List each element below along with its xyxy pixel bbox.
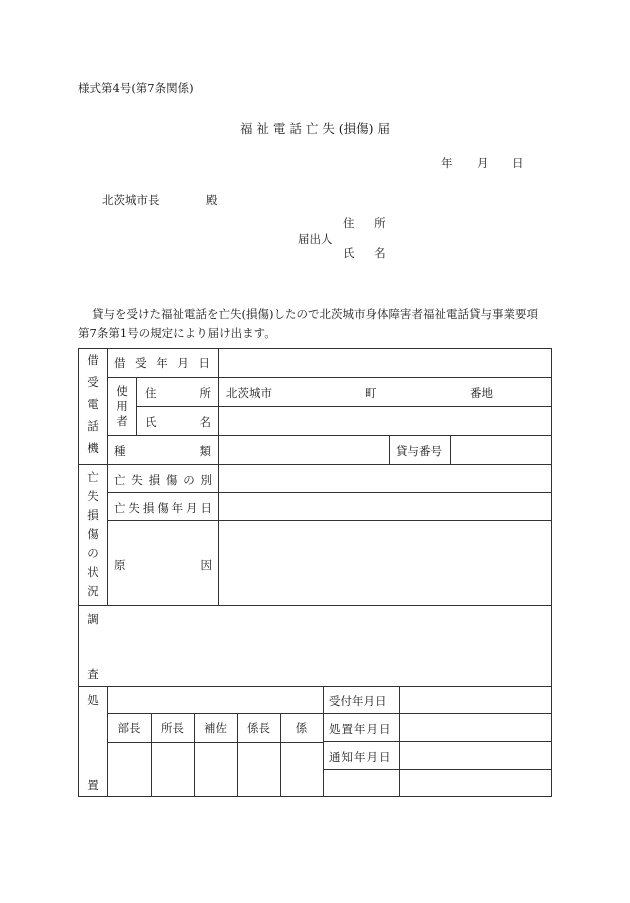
body-text-line1: 貸与を受けた福祉電話を亡失(損傷)したので北茨城市身体障害者福祉電話貸与事業要項 xyxy=(92,307,538,321)
cause-label: 原 因 xyxy=(114,558,212,572)
type-field[interactable] xyxy=(219,436,389,464)
loan-date-label: 借 受 年 月 日 xyxy=(114,356,210,370)
notice-date-label: 通知年月日 xyxy=(329,750,392,764)
notice-date-field[interactable] xyxy=(400,742,551,769)
city-text: 北茨城市 xyxy=(226,386,272,400)
investigation-field[interactable] xyxy=(108,606,551,686)
receipt-date-field[interactable] xyxy=(400,687,551,713)
address-label: 住 所 xyxy=(145,386,211,400)
stamp-col-hosa: 補佐 xyxy=(204,721,227,735)
stamp-col-shocho: 所長 xyxy=(161,721,184,735)
loan-number-label: 貸与番号 xyxy=(396,444,442,458)
name-label: 氏 名 xyxy=(145,415,211,429)
notifier-name-label: 氏 名 xyxy=(343,246,394,260)
loan-number-field[interactable] xyxy=(451,436,551,464)
stamp-col-bucho: 部長 xyxy=(117,721,141,735)
lot-text: 番地 xyxy=(470,386,493,400)
cause-field[interactable] xyxy=(219,521,551,605)
loan-date-field[interactable] xyxy=(219,349,551,377)
section-disposal-bottom: 置 xyxy=(87,778,99,792)
user-label: 使 用 者 xyxy=(116,384,128,428)
notifier-label: 届出人 xyxy=(298,232,333,246)
section-disposal-top: 処 xyxy=(87,693,99,707)
date-day: 日 xyxy=(512,156,524,170)
disposal-date-field[interactable] xyxy=(400,714,551,741)
addressee: 北茨城市長 xyxy=(102,193,160,207)
stamp-col-kakaricho: 係長 xyxy=(247,721,270,735)
section-investigation-top: 調 xyxy=(87,612,99,626)
form-number: 様式第4号(第7条関係) xyxy=(78,81,194,95)
loss-date-label: 亡 失 損 傷 年 月 日 xyxy=(114,501,212,515)
section-borrowed-phone: 借 受 電 話 機 xyxy=(87,353,99,455)
date-year: 年 xyxy=(441,156,453,170)
receipt-date-label: 受付年月日 xyxy=(329,694,387,708)
stamp-col-kakari: 係 xyxy=(295,721,308,735)
town-text: 町 xyxy=(365,386,377,400)
body-text-line2: 第7条第1号の規定により届け出ます。 xyxy=(78,326,276,340)
page-title: 福 祉 電 話 亡 失 (損傷) 届 xyxy=(239,121,391,136)
date-month: 月 xyxy=(477,156,489,170)
notifier-address-label: 住 所 xyxy=(343,216,394,230)
type-label: 種 類 xyxy=(114,444,211,458)
name-field[interactable] xyxy=(219,407,551,435)
section-loss-status: 亡 失 損 傷 の 状 況 xyxy=(87,470,99,598)
loss-date-field[interactable] xyxy=(219,493,551,520)
honorific: 殿 xyxy=(206,193,218,207)
loss-type-label: 亡 失 損 傷 の 別 xyxy=(114,473,212,487)
loss-type-field[interactable] xyxy=(219,465,551,492)
section-investigation-bottom: 査 xyxy=(87,667,99,681)
disposal-date-label: 処置年月日 xyxy=(329,722,392,736)
